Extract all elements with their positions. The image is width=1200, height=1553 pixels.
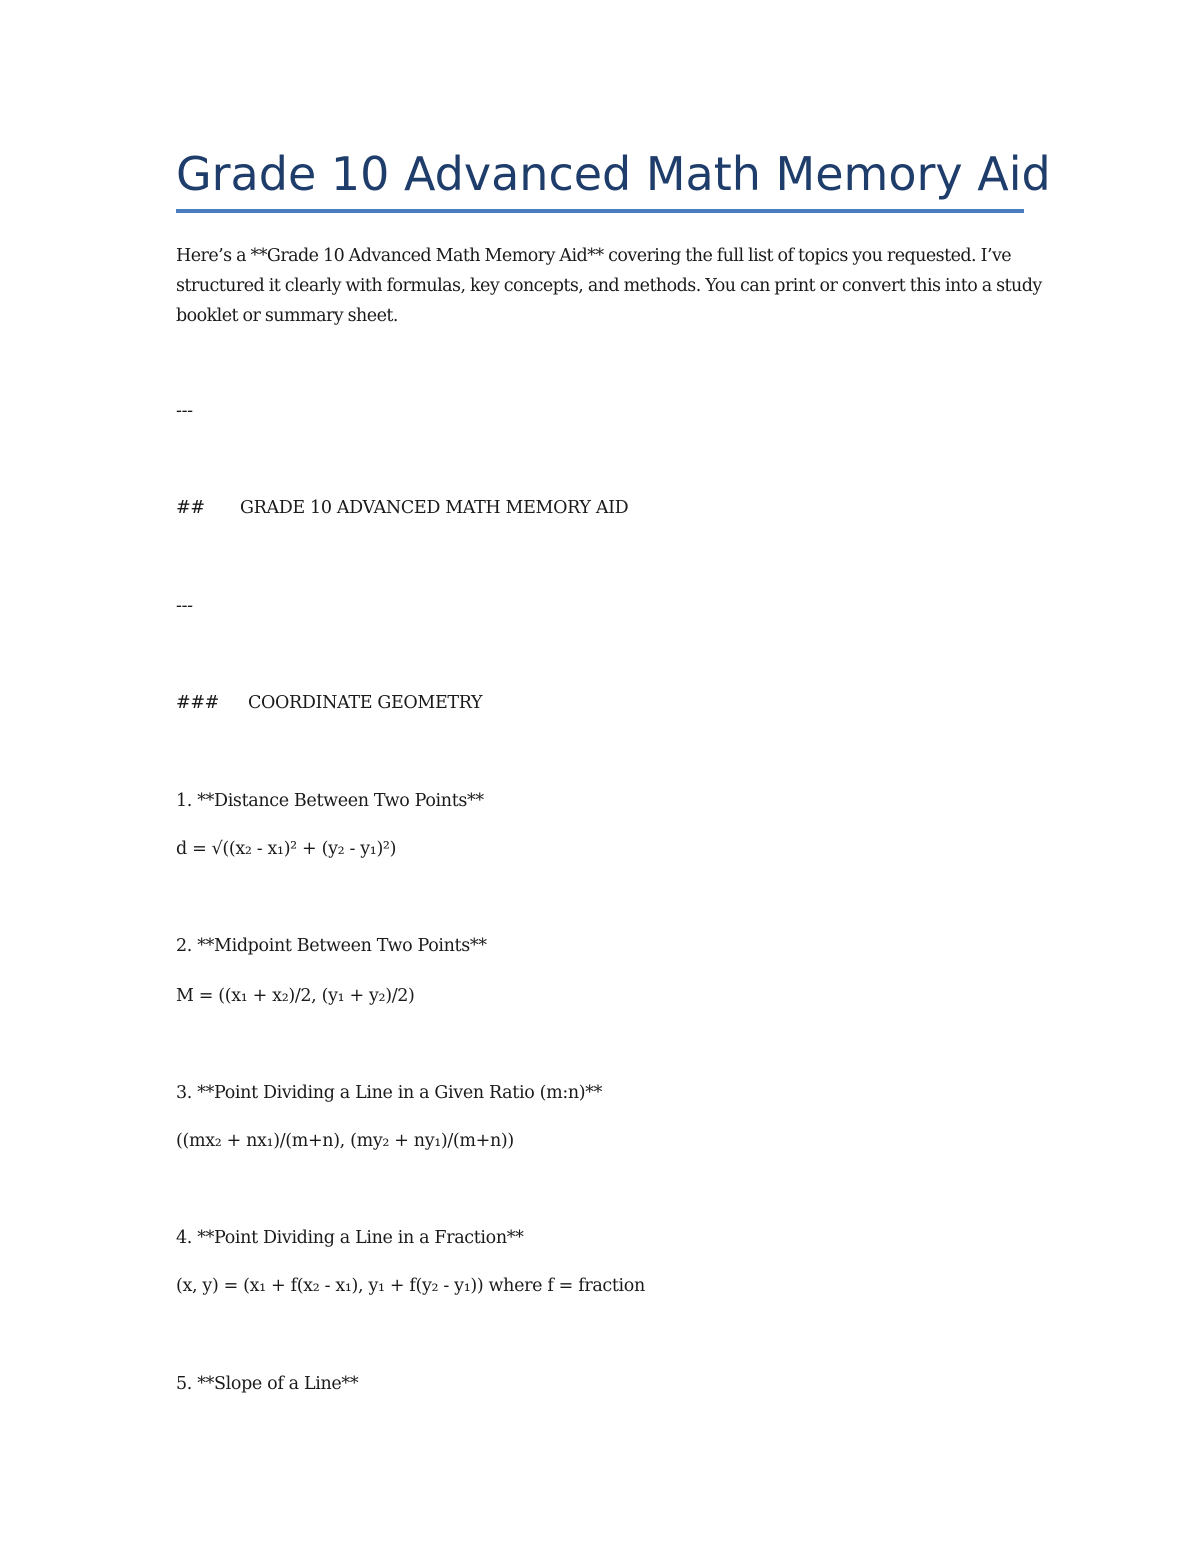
document-title: Grade 10 Advanced Math Memory Aid (176, 147, 1051, 201)
item-5-label: 5. **Slope of a Line** (176, 1374, 359, 1394)
section-heading-text: COORDINATE GEOMETRY (248, 693, 483, 713)
intro-paragraph: Here’s a **Grade 10 Advanced Math Memory Aid** covering the full list of topics you requested. I’ve structured it clearly with formulas, key concepts, and methods. You can print or convert this into a study booklet or summary sheet. (176, 246, 1042, 326)
item-2-label: 2. **Midpoint Between Two Points** (176, 936, 487, 956)
main-heading (176, 495, 628, 521)
item-4-formula: (x, y) = (x₁ + f(x₂ - x₁), y₁ + f(y₂ - y₁)) where f = fraction (176, 1276, 645, 1296)
item-4-label: 4. **Point Dividing a Line in a Fraction** (176, 1228, 524, 1248)
section-heading (176, 690, 482, 716)
item-3-label: 3. **Point Dividing a Line in a Given Ratio (m:n)** (176, 1083, 603, 1103)
item-2-formula: M = ((x₁ + x₂)/2, (y₁ + y₂)/2) (176, 986, 415, 1006)
main-heading-prefix: ## (176, 498, 205, 518)
item-1-formula: d = √((x₂ - x₁)² + (y₂ - y₁)²) (176, 839, 397, 859)
section-heading-prefix: ### (176, 693, 219, 713)
separator-1: --- (176, 401, 193, 421)
main-heading-text: GRADE 10 ADVANCED MATH MEMORY AID (240, 498, 629, 518)
item-3-formula: ((mx₂ + nx₁)/(m+n), (my₂ + ny₁)/(m+n)) (176, 1131, 514, 1151)
title-underline (176, 209, 1024, 213)
item-1-label: 1. **Distance Between Two Points** (176, 791, 484, 811)
separator-2: --- (176, 596, 193, 616)
